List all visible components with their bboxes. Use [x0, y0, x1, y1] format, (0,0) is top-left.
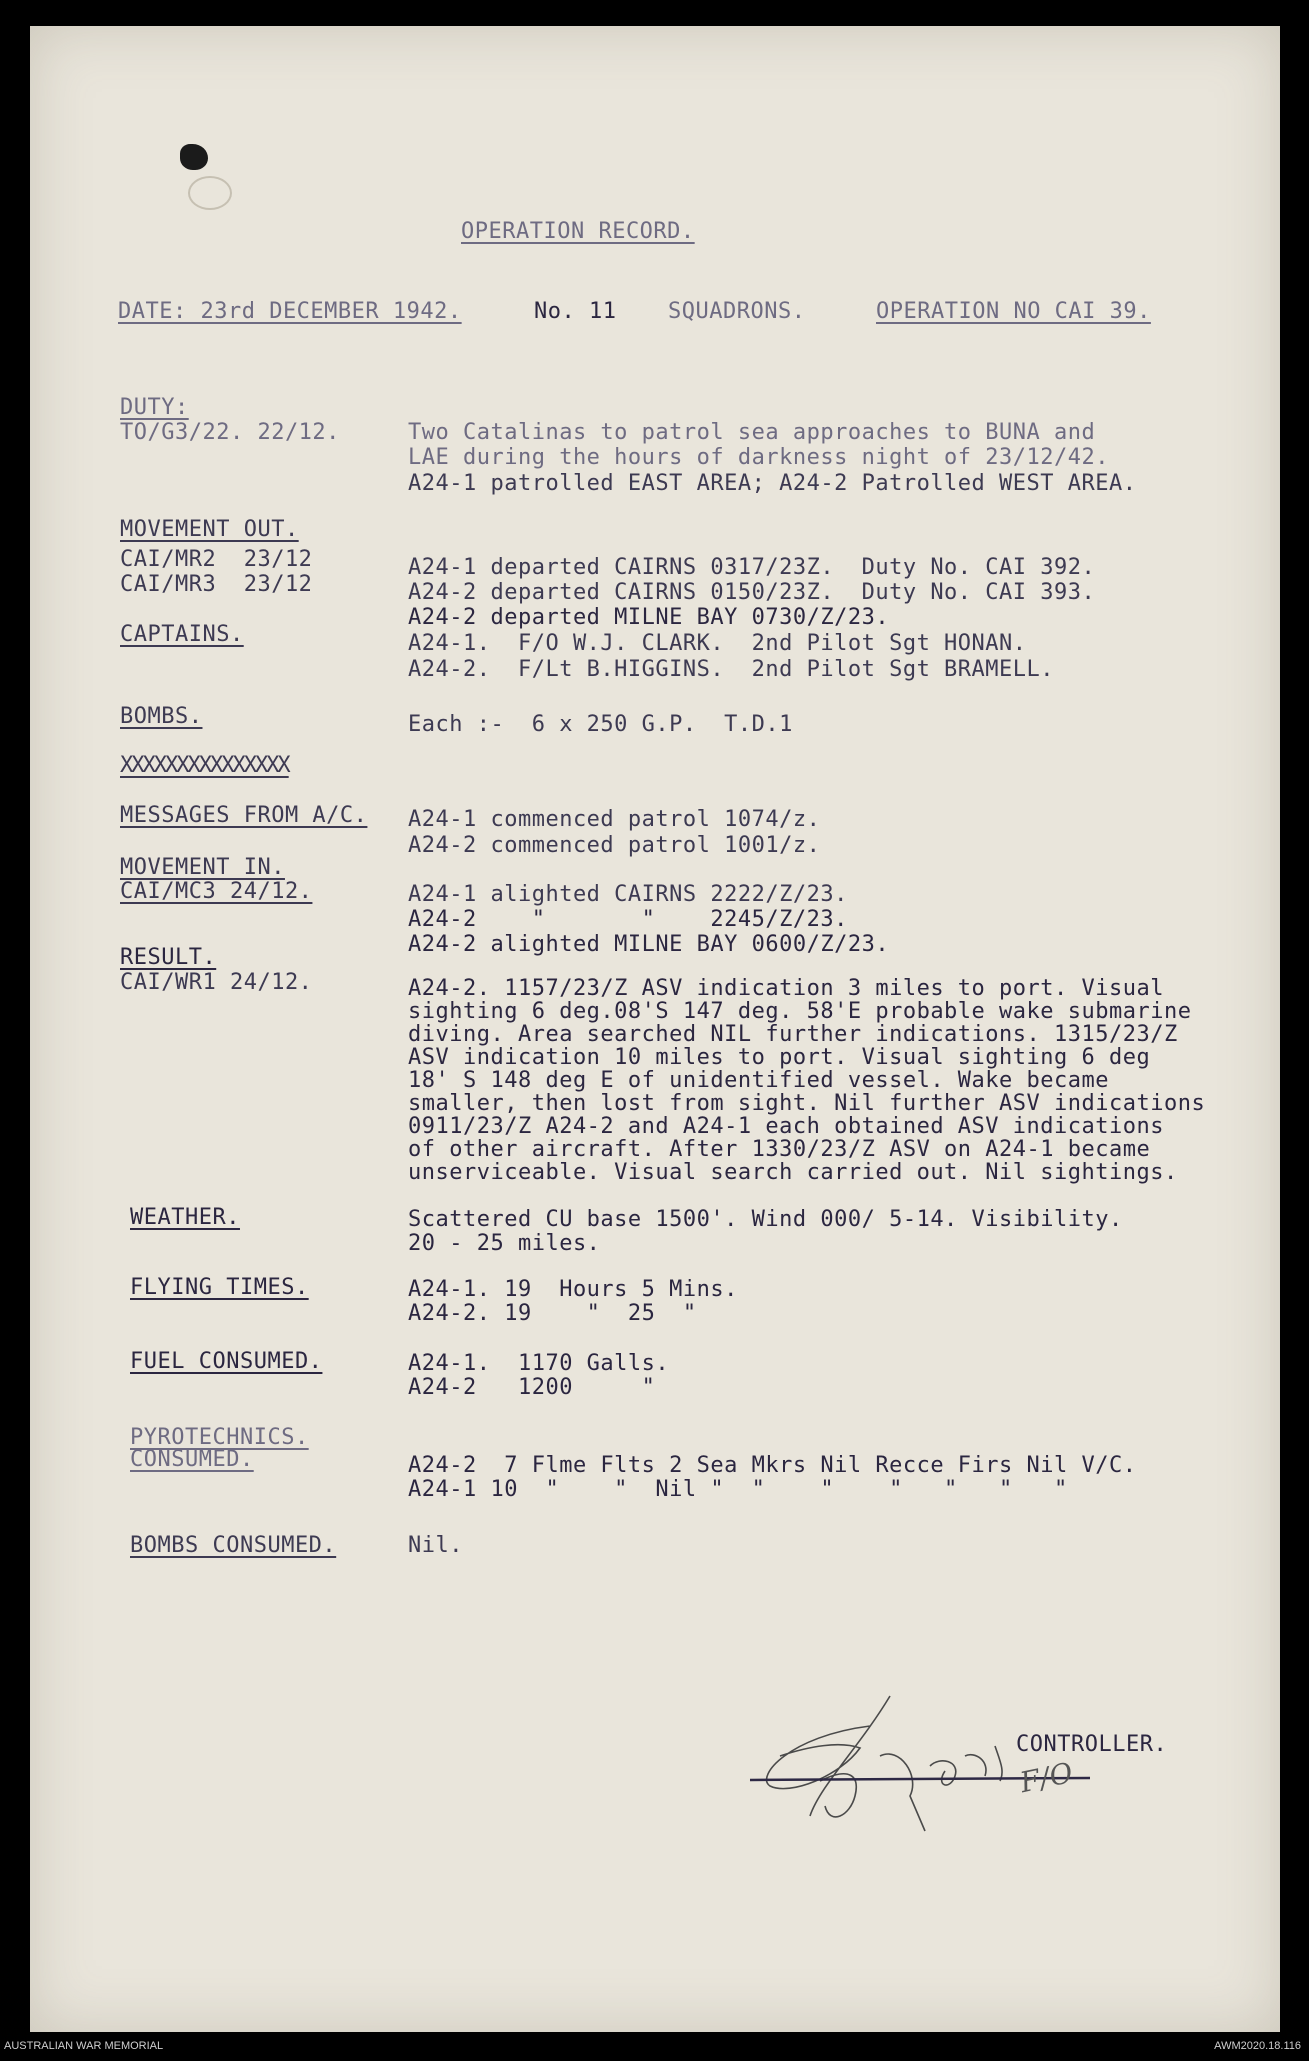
- operation-date: DATE: 23rd DECEMBER 1942.: [118, 299, 462, 324]
- fuel-line: A24-1. 1170 Galls.: [408, 1351, 670, 1376]
- operation-number: OPERATION NO CAI 39.: [876, 299, 1151, 324]
- movement-in-ref: CAI/MC3 24/12.: [120, 879, 313, 904]
- result-line: A24-2. 1157/23/Z ASV indication 3 miles to port. Visual: [408, 976, 1164, 1001]
- fuel-label: FUEL CONSUMED.: [130, 1349, 323, 1374]
- result-line: smaller, then lost from sight. Nil further ASV indications: [408, 1091, 1206, 1116]
- result-line: 18' S 148 deg E of unidentified vessel. Wake became: [408, 1068, 1110, 1093]
- flying-times-label: FLYING TIMES.: [130, 1275, 309, 1300]
- result-line: ASV indication 10 miles to port. Visual sighting 6 deg: [408, 1045, 1151, 1070]
- footer-left: AUSTRALIAN WAR MEMORIAL: [4, 2040, 164, 2052]
- movement-out-line: A24-1 departed CAIRNS 0317/23Z. Duty No. CAI 392.: [408, 555, 1096, 580]
- signature-rank: F/O: [1017, 1755, 1077, 1800]
- weather-line: Scattered CU base 1500'. Wind 000/ 5-14. Visibility.: [408, 1207, 1123, 1232]
- footer-right: AWM2020.18.116: [1214, 2040, 1301, 2052]
- result-label: RESULT.: [120, 945, 217, 970]
- result-ref: CAI/WR1 24/12.: [120, 970, 313, 995]
- bombs-consumed-label: BOMBS CONSUMED.: [130, 1533, 337, 1558]
- bombs-value: Each :- 6 x 250 G.P. T.D.1: [408, 712, 793, 737]
- movement-in-line: A24-2 alighted MILNE BAY 0600/Z/23.: [408, 932, 890, 957]
- movement-out-ref: CAI/MR2 23/12: [120, 547, 313, 572]
- controller-label: CONTROLLER.: [1016, 1732, 1168, 1757]
- duty-line: LAE during the hours of darkness night of 23/12/42.: [408, 445, 1110, 470]
- paper-tear: [188, 176, 232, 210]
- squadron-number: No. 11: [534, 299, 617, 324]
- struck-out-line: XXXXXXXXXXXXXXX: [120, 753, 289, 778]
- captains-label: CAPTAINS.: [120, 622, 244, 647]
- weather-label: WEATHER.: [130, 1205, 240, 1230]
- message-line: A24-2 commenced patrol 1001/z.: [408, 833, 821, 858]
- bombs-label: BOMBS.: [120, 704, 203, 729]
- pyrotechnics-label: CONSUMED.: [130, 1447, 254, 1472]
- duty-ref: TO/G3/22. 22/12.: [120, 420, 340, 445]
- pyrotechnics-label: PYROTECHNICS.: [130, 1425, 309, 1450]
- message-line: A24-1 commenced patrol 1074/z.: [408, 807, 821, 832]
- movement-in-line: A24-1 alighted CAIRNS 2222/Z/23.: [408, 882, 848, 907]
- result-line: diving. Area searched NIL further indications. 1315/23/Z: [408, 1022, 1178, 1047]
- duty-label: DUTY:: [120, 395, 189, 420]
- squadrons-label: SQUADRONS.: [668, 299, 806, 324]
- movement-in-line: A24-2 " " 2245/Z/23.: [408, 907, 848, 932]
- document-title: OPERATION RECORD.: [461, 219, 695, 244]
- result-line: 0911/23/Z A24-2 and A24-1 each obtained ASV indications: [408, 1114, 1164, 1139]
- flying-times-line: A24-1. 19 Hours 5 Mins.: [408, 1277, 738, 1302]
- pyrotechnics-line: A24-2 7 Flme Flts 2 Sea Mkrs Nil Recce Firs Nil V/C.: [408, 1453, 1137, 1478]
- movement-out-line: A24-2 departed CAIRNS 0150/23Z. Duty No. CAI 393.: [408, 580, 1096, 605]
- flying-times-line: A24-2. 19 " 25 ": [408, 1301, 697, 1326]
- movement-out-line: A24-2 departed MILNE BAY 0730/Z/23.: [408, 605, 890, 630]
- messages-label: MESSAGES FROM A/C.: [120, 803, 368, 828]
- movement-in-label: MOVEMENT IN.: [120, 855, 285, 880]
- document-page: [30, 26, 1280, 2032]
- punch-hole: [180, 144, 208, 170]
- duty-line: Two Catalinas to patrol sea approaches to BUNA and: [408, 420, 1096, 445]
- captain-line: A24-1. F/O W.J. CLARK. 2nd Pilot Sgt HONAN.: [408, 631, 1027, 656]
- result-line: unserviceable. Visual search carried out. Nil sightings.: [408, 1160, 1178, 1185]
- weather-line: 20 - 25 miles.: [408, 1231, 601, 1256]
- captain-line: A24-2. F/Lt B.HIGGINS. 2nd Pilot Sgt BRAMELL.: [408, 657, 1055, 682]
- result-line: sighting 6 deg.08'S 147 deg. 58'E probable wake submarine: [408, 999, 1192, 1024]
- duty-line: A24-1 patrolled EAST AREA; A24-2 Patrolled WEST AREA.: [408, 471, 1137, 496]
- pyrotechnics-line: A24-1 10 " " Nil " " " " " " ": [408, 1477, 1068, 1502]
- movement-out-ref: CAI/MR3 23/12: [120, 572, 313, 597]
- fuel-line: A24-2 1200 ": [408, 1375, 656, 1400]
- movement-out-label: MOVEMENT OUT.: [120, 517, 299, 542]
- bombs-consumed-value: Nil.: [408, 1533, 463, 1558]
- result-line: of other aircraft. After 1330/23/Z ASV on A24-1 became: [408, 1137, 1151, 1162]
